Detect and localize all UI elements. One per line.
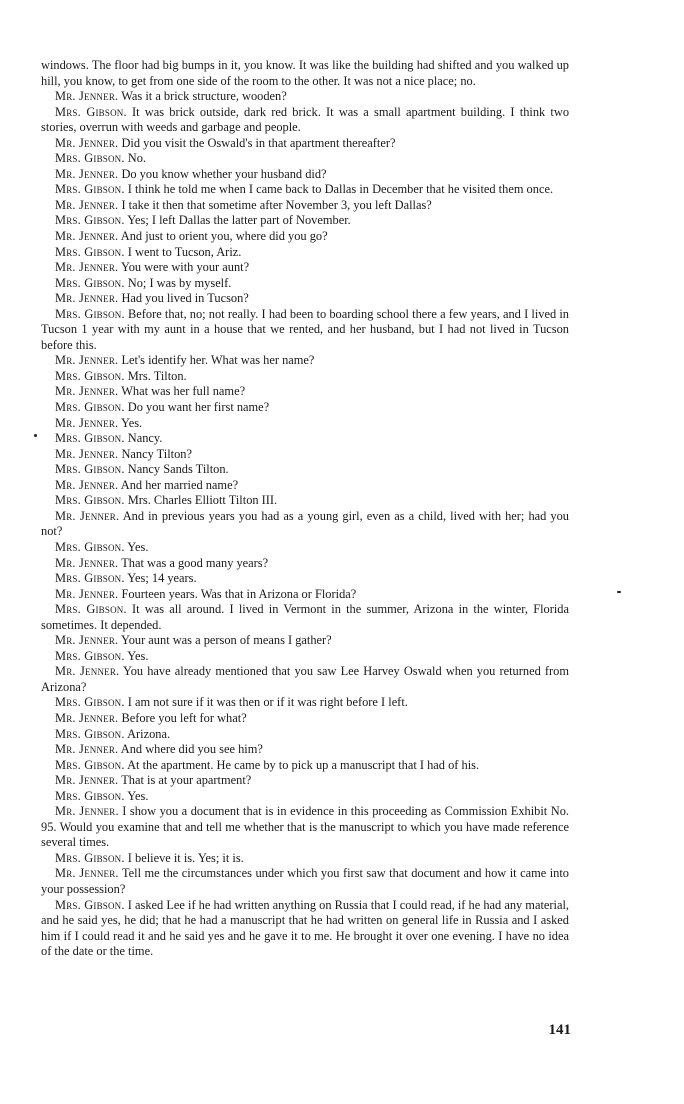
testimony-paragraph — [41, 773, 569, 789]
testimony-paragraph — [41, 556, 569, 572]
speech-text: Yes. — [124, 788, 149, 803]
testimony-paragraph — [41, 898, 569, 960]
speaker-label: Mr. Jenner. — [55, 353, 119, 368]
speaker-label: Mr. Jenner. — [55, 477, 119, 492]
speaker-label: Mr. Jenner. — [55, 773, 119, 788]
testimony-paragraph — [41, 571, 569, 587]
testimony-paragraph — [41, 462, 569, 478]
speaker-label: Mrs. Gibson. — [55, 788, 125, 803]
speech-text: Yes. — [118, 415, 143, 430]
speech-text: Arizona. — [124, 726, 171, 741]
testimony-paragraph — [41, 695, 569, 711]
speech-text: You were with your aunt? — [118, 260, 250, 275]
testimony-paragraph — [41, 540, 569, 556]
testimony-paragraph — [41, 198, 569, 214]
testimony-paragraph — [41, 353, 569, 369]
testimony-paragraph — [41, 649, 569, 665]
speaker-label: Mr. Jenner. — [55, 664, 120, 679]
speaker-label: Mrs. Gibson. — [55, 104, 127, 119]
testimony-text — [41, 58, 569, 960]
speaker-label: Mr. Jenner. — [55, 291, 119, 306]
speech-text: Nancy Sands Tilton. — [124, 462, 229, 477]
testimony-paragraph — [41, 245, 569, 261]
speech-text: windows. The floor had big bumps in it, you know. It was like the building had shifted and you walked up hill, you know, to get from one side of the room to the other. It was not a nice place; no. — [41, 58, 569, 88]
speaker-label: Mrs. Gibson. — [55, 306, 125, 321]
testimony-paragraph — [41, 633, 569, 649]
stray-mark — [34, 434, 37, 437]
speech-text: Nancy Tilton? — [118, 446, 193, 461]
speech-text: Had you lived in Tucson? — [118, 291, 249, 306]
testimony-paragraph — [41, 804, 569, 851]
speaker-label: Mr. Jenner. — [55, 804, 119, 819]
speech-text: I am not sure if it was then or if it was right before I left. — [124, 695, 408, 710]
speaker-label: Mrs. Gibson. — [55, 462, 125, 477]
speech-text: Yes; I left Dallas the latter part of November. — [124, 213, 351, 228]
testimony-paragraph — [41, 509, 569, 540]
speech-text: No; I was by myself. — [124, 275, 232, 290]
speech-text: Yes. — [124, 539, 149, 554]
speaker-label: Mrs. Gibson. — [55, 695, 125, 710]
speaker-label: Mr. Jenner. — [55, 197, 119, 212]
speaker-label: Mr. Jenner. — [55, 866, 119, 881]
speaker-label: Mrs. Gibson. — [55, 493, 125, 508]
speaker-label: Mrs. Gibson. — [55, 757, 125, 772]
speech-text: Do you know whether your husband did? — [118, 166, 327, 181]
speaker-label: Mr. Jenner. — [55, 89, 119, 104]
testimony-paragraph — [41, 664, 569, 695]
testimony-paragraph — [41, 711, 569, 727]
speaker-label: Mrs. Gibson. — [55, 244, 125, 259]
speech-text: I believe it is. Yes; it is. — [124, 850, 244, 865]
testimony-paragraph — [41, 602, 569, 633]
speaker-label: Mrs. Gibson. — [55, 850, 125, 865]
speaker-label: Mr. Jenner. — [55, 710, 119, 725]
speaker-label: Mrs. Gibson. — [55, 151, 125, 166]
testimony-paragraph — [41, 851, 569, 867]
speech-text: Do you want her first name? — [124, 400, 270, 415]
testimony-paragraph — [41, 105, 569, 136]
speaker-label: Mrs. Gibson. — [55, 431, 125, 446]
testimony-paragraph — [41, 384, 569, 400]
speech-text: That is at your apartment? — [118, 773, 252, 788]
testimony-paragraph — [41, 151, 569, 167]
speaker-label: Mrs. Gibson. — [55, 400, 125, 415]
testimony-paragraph — [41, 742, 569, 758]
testimony-paragraph — [41, 587, 569, 603]
testimony-paragraph — [41, 213, 569, 229]
testimony-paragraph — [41, 789, 569, 805]
testimony-paragraph — [41, 369, 569, 385]
speech-text: I think he told me when I came back to Dallas in December that he visited them once. — [124, 182, 554, 197]
speaker-label: Mrs. Gibson. — [55, 726, 125, 741]
speaker-label: Mr. Jenner. — [55, 508, 120, 523]
speaker-label: Mr. Jenner. — [55, 742, 119, 757]
speaker-label: Mrs. Gibson. — [55, 571, 125, 586]
testimony-paragraph — [41, 182, 569, 198]
testimony-paragraph — [41, 416, 569, 432]
speaker-label: Mrs. Gibson. — [55, 897, 125, 912]
speaker-label: Mr. Jenner. — [55, 384, 119, 399]
speaker-label: Mrs. Gibson. — [55, 539, 125, 554]
speech-text: What was her full name? — [118, 384, 246, 399]
speech-text: Yes. — [124, 648, 149, 663]
testimony-paragraph — [41, 260, 569, 276]
speaker-label: Mr. Jenner. — [55, 633, 119, 648]
speaker-label: Mrs. Gibson. — [55, 275, 125, 290]
speaker-label: Mrs. Gibson. — [55, 213, 125, 228]
testimony-paragraph — [41, 758, 569, 774]
speech-text: Let's identify her. What was her name? — [118, 353, 315, 368]
speech-text: You have already mentioned that you saw Lee Harvey Oswald when you returned from Arizona? — [41, 664, 569, 694]
speaker-label: Mr. Jenner. — [55, 555, 119, 570]
speech-text: It was all around. I lived in Vermont in the summer, Arizona in the winter, Florida sometimes. It depended. — [41, 602, 570, 632]
testimony-paragraph — [41, 58, 569, 89]
speech-text: Yes; 14 years. — [124, 571, 197, 586]
speech-text: And her married name? — [118, 477, 239, 492]
testimony-paragraph — [41, 276, 569, 292]
speech-text: I went to Tucson, Ariz. — [124, 244, 242, 259]
testimony-paragraph — [41, 167, 569, 183]
testimony-paragraph — [41, 229, 569, 245]
testimony-paragraph — [41, 447, 569, 463]
speech-text: Before you left for what? — [118, 710, 247, 725]
speaker-label: Mr. Jenner. — [55, 260, 119, 275]
speech-text: No. — [124, 151, 147, 166]
stray-mark — [617, 591, 621, 593]
testimony-paragraph — [41, 727, 569, 743]
speaker-label: Mrs. Gibson. — [55, 182, 125, 197]
speech-text: Mrs. Tilton. — [124, 368, 187, 383]
speech-text: And just to orient you, where did you go? — [118, 229, 328, 244]
testimony-paragraph — [41, 307, 569, 354]
testimony-paragraph — [41, 400, 569, 416]
testimony-paragraph — [41, 89, 569, 105]
speech-text: Did you visit the Oswald's in that apartment thereafter? — [118, 135, 396, 150]
speech-text: And in previous years you had as a young girl, even as a child, lived with her; had you not? — [41, 508, 569, 539]
speech-text: I asked Lee if he had written anything on Russia that I could read, if he had any material, and he said yes, he did; that he had a manuscript that he had written on general life in Russia and I asked him if I could read it and he said yes and he gave it to me. He brought it over one evening. I have no idea of the date or the time. — [41, 897, 569, 959]
speech-text: And where did you see him? — [118, 742, 263, 757]
speaker-label: Mr. Jenner. — [55, 166, 119, 181]
speech-text: Mrs. Charles Elliott Tilton III. — [124, 493, 278, 508]
speech-text: At the apartment. He came by to pick up a manuscript that I had of his. — [124, 757, 480, 772]
speaker-label: Mr. Jenner. — [55, 586, 119, 601]
testimony-paragraph — [41, 493, 569, 509]
speech-text: Nancy. — [124, 431, 163, 446]
testimony-paragraph — [41, 136, 569, 152]
speech-text: Tell me the circumstances under which you first saw that document and how it came into your possession? — [41, 866, 569, 896]
speech-text: I take it then that sometime after November 3, you left Dallas? — [118, 197, 432, 212]
testimony-paragraph — [41, 866, 569, 897]
speech-text: Fourteen years. Was that in Arizona or Florida? — [118, 586, 357, 601]
speaker-label: Mrs. Gibson. — [55, 368, 125, 383]
speech-text: It was brick outside, dark red brick. It was a small apartment building. I think two stories, overrun with weeds and garbage and people. — [41, 104, 570, 135]
speaker-label: Mrs. Gibson. — [55, 602, 127, 617]
speaker-label: Mr. Jenner. — [55, 446, 119, 461]
speech-text: I show you a document that is in evidence in this proceeding as Commission Exhibit No. 95. Would you examine that and tell me whether that is the manuscript to which you have made reference several times. — [41, 804, 569, 850]
speech-text: Your aunt was a person of means I gather? — [118, 633, 332, 648]
testimony-paragraph — [41, 291, 569, 307]
page-number: 141 — [548, 1022, 571, 1038]
speech-text: That was a good many years? — [118, 555, 269, 570]
speaker-label: Mr. Jenner. — [55, 229, 119, 244]
testimony-paragraph — [41, 431, 569, 447]
speech-text: Before that, no; not really. I had been to boarding school there a few years, and I lived in Tucson 1 year with my aunt in a house that we rented, and her husband, but I had not lived in Tucson before this. — [41, 306, 570, 352]
speaker-label: Mr. Jenner. — [55, 415, 119, 430]
testimony-paragraph — [41, 478, 569, 494]
speech-text: Was it a brick structure, wooden? — [118, 89, 287, 104]
speaker-label: Mr. Jenner. — [55, 135, 119, 150]
speaker-label: Mrs. Gibson. — [55, 648, 125, 663]
